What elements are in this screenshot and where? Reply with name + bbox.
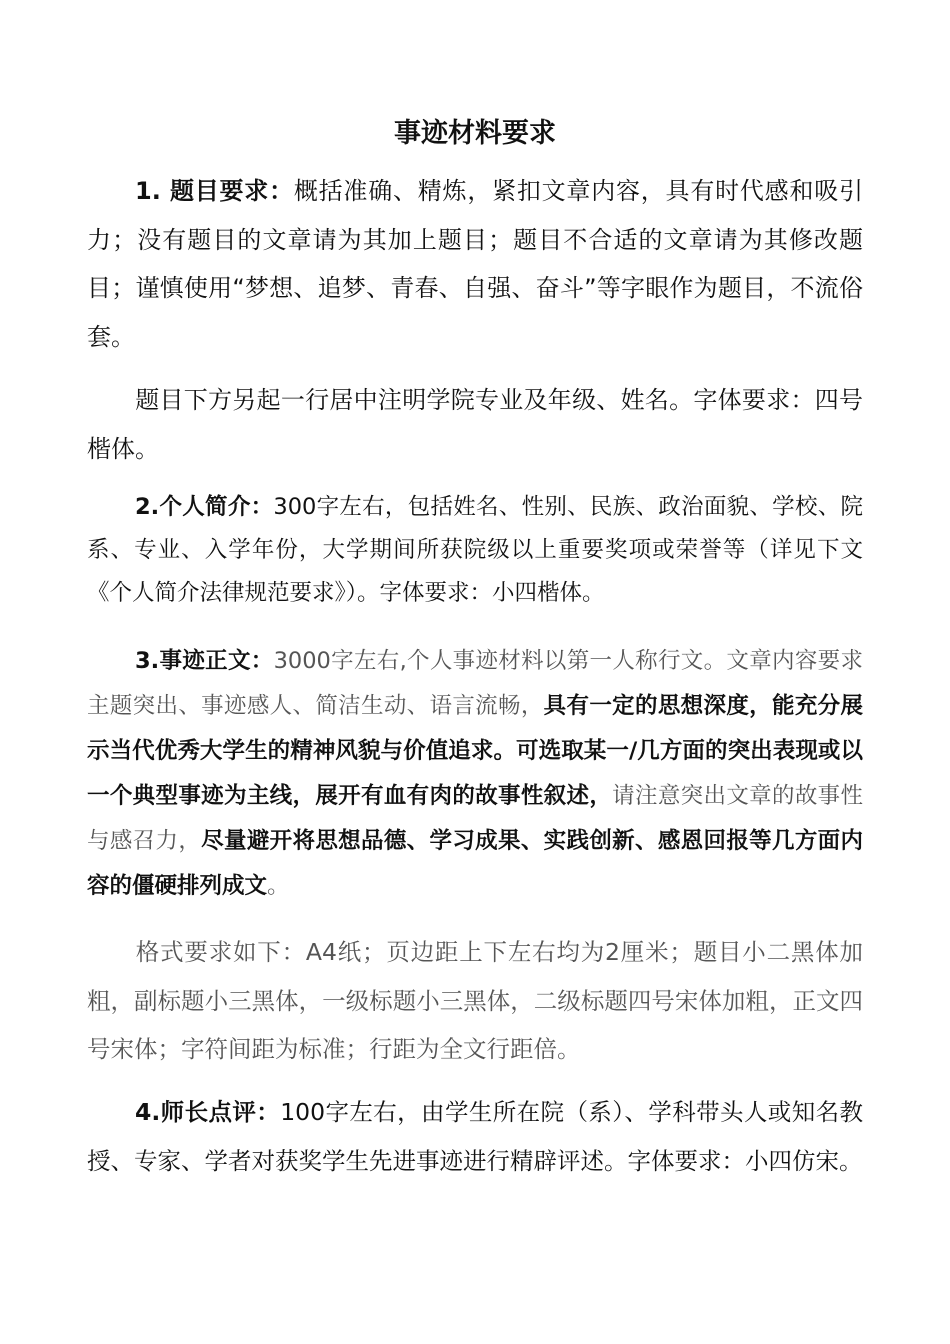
section-text-part: 3000字左右,个人事迹材料以第一人称行文。文章内容要求主题突出、事迹感人、简洁生动、语言流畅， (87, 648, 863, 719)
section-label: 2.个人简介： (135, 494, 274, 520)
section-label: 3.事迹正文： (135, 648, 274, 674)
section-text-emphasis: 具有一定的思想深度，能充分展示当代优秀大学生的精神风貌与价值追求。可选取某一/几方面的突出表现或以一个典型事迹为主线，展开有血有肉的故事性叙述， (87, 693, 863, 809)
section-title-note (87, 376, 863, 473)
section-label: 1. 题目要求： (135, 177, 294, 205)
section-text: 格式要求如下：A4纸；页边距上下左右均为2厘米；题目小二黑体加粗，副标题小三黑体，一级标题小三黑体，二级标题四号宋体加粗，正文四号宋体；字符间距为标准；行距为全文行距倍。 (87, 938, 863, 1063)
section-personal-intro (87, 486, 863, 615)
section-main-text (87, 639, 863, 909)
section-text: 概括准确、精炼，紧扣文章内容，具有时代感和吸引力；没有题目的文章请为其加上题目；题目不合适的文章请为其修改题目；谨慎使用“梦想、追梦、青春、自强、奋斗”等字眼作为题目，不流俗套。 (87, 177, 864, 351)
section-title-requirements (87, 167, 863, 361)
section-text-emphasis: 尽量避开将思想品德、学习成果、实践创新、感恩回报等几方面内容的僵硬排列成文 (87, 828, 863, 899)
section-teacher-comment (87, 1088, 863, 1185)
section-text-part: 请注意突出文章的故事性与感召力， (87, 783, 863, 854)
section-text: 300字左右，包括姓名、性别、民族、政治面貌、学校、院系、专业、入学年份，大学期间所获院级以上重要奖项或荣誉等（详见下文《个人简介法律规范要求》）。字体要求：小四楷体。 (87, 494, 863, 606)
section-text: 题目下方另起一行居中注明学院专业及年级、姓名。字体要求：四号楷体。 (87, 386, 863, 463)
section-text: 100字左右，由学生所在院（系）、学科带头人或知名教授、专家、学者对获奖学生先进事迹进行精辟评述。字体要求：小四仿宋。 (87, 1098, 863, 1175)
section-format (87, 928, 863, 1074)
section-label: 4.师长点评： (135, 1098, 281, 1126)
section-text-part: 。 (267, 873, 290, 899)
document-title: 事迹材料要求 (394, 118, 556, 149)
